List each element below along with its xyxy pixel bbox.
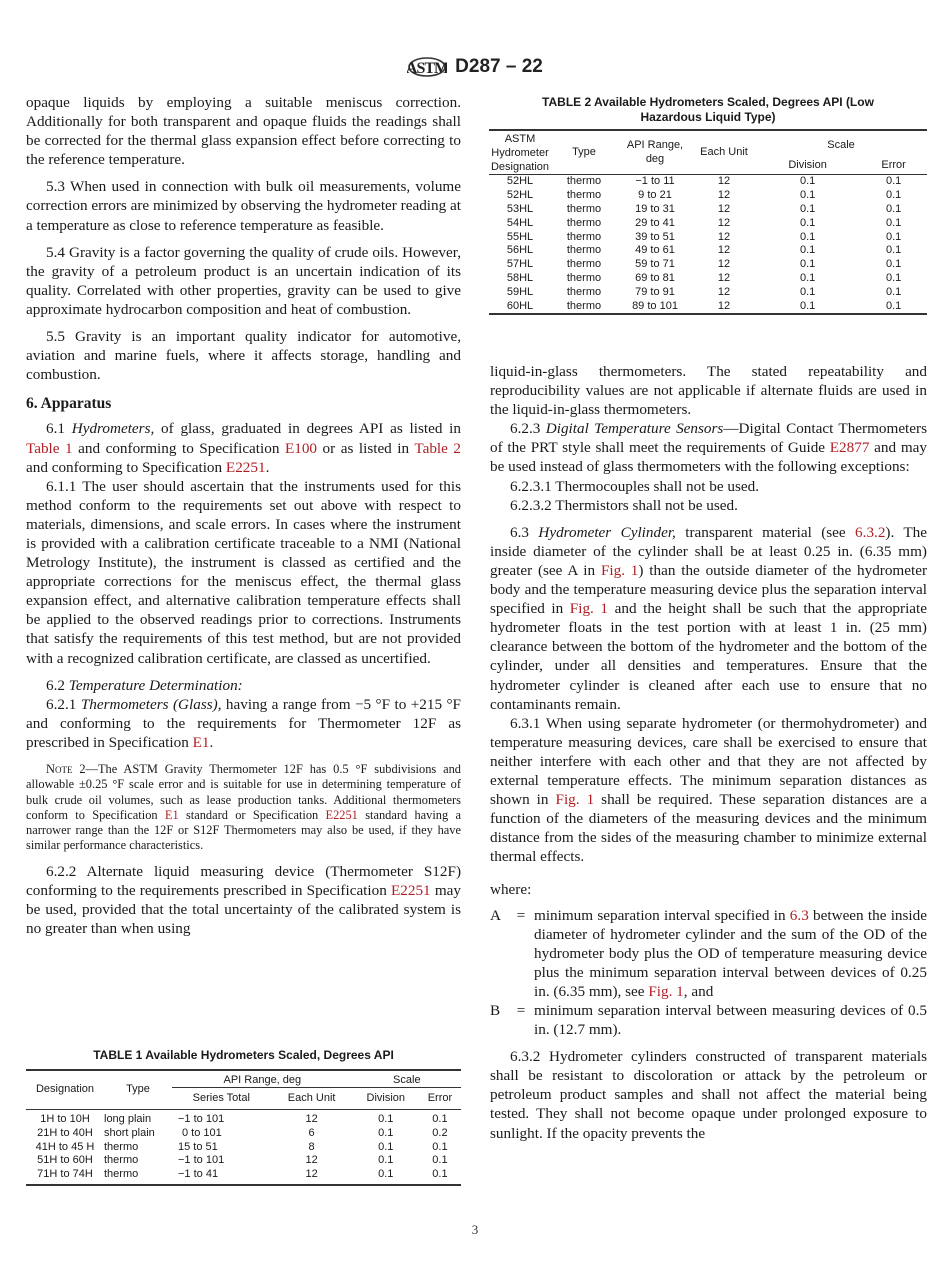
paragraph-5-3: 5.3 When used in connection with bulk oil measurements, volume correction errors are minimized by observing the hydrometer reading at a temperature as close to reference temperature as feasible. bbox=[26, 178, 461, 234]
definition-a: A = minimum separation interval specified in 6.3 between the inside diameter of hydrometer cylinder and the sum of the OD of the hydrometer body plus the OD of temperature measuring device plus the minimum separation interval between devices of 0.25 in. (6.35 mm), see Fig. 1, and bbox=[490, 906, 927, 1000]
paragraph-6-2-3-1: 6.2.3.1 Thermocouples shall not be used. bbox=[510, 477, 760, 495]
link-e2251[interactable]: E2251 bbox=[391, 881, 431, 899]
table-row: 41H to 45 H thermo 15 to 51 8 0.1 0.1 bbox=[35, 1140, 448, 1153]
col-designation: Designation bbox=[26, 1070, 104, 1110]
note-2: Note 2—The ASTM Gravity Thermometer 12F has 0.5 °F subdivisions and allowable ±0.25 °F scale error and is suitable for use in determining temperature of bulk crude oil volumes, such as lease production tanks. Additional thermometers conform to Specification E1 standard or Specification E2251 standard having a narrower range than the 12F or S12F Thermometers may also be used, if they have similar performance characteristics. bbox=[26, 762, 461, 853]
table-row: 1H to 10H long plain −1 to 101 12 0.1 0.1 bbox=[40, 1113, 448, 1126]
table-row: 58HL thermo 69 to 81 12 0.1 0.1 bbox=[506, 271, 902, 284]
col-error: Error bbox=[860, 154, 927, 175]
paragraph-6-1: 6.1 Hydrometers, of glass, graduated in degrees API as listed in Table 1 and conforming to Specification E100 or as listed in Table 2 and conforming to Specification E2251. bbox=[26, 420, 461, 476]
link-fig-1[interactable]: Fig. 1 bbox=[555, 791, 595, 809]
table-row: 21H to 40H short plain 0 to 101 6 0.1 0.2 bbox=[37, 1126, 448, 1139]
paragraph-6-2-2: 6.2.2 Alternate liquid measuring device (Thermometer S12F) conforming to the requirements prescribed in Specification E2251 may be used, provided that the total uncertainty of the calibrated system is no greater than when using bbox=[26, 862, 461, 938]
paragraph-6-3: 6.3 Hydrometer Cylinder, transparent material (see 6.3.2). The inside diameter of the cylinder shall be at least 0.25 in. (6.35 mm) greater (see A in Fig. 1) than the outside diameter of the hydrometer body and the temperature measuring device plus the separation interval specified in Fig. 1 and the height shall be such that the appropriate hydrometer floats in the test portion with at least 1 in. (25 mm) clearance between the bottom of the hydrometer and the bottom of the cylinder, under all densities and temperatures. Ensure that the hydrometer cylinder is cleaned after each use to ensure that no contaminants remain. bbox=[490, 523, 928, 713]
paragraph-5-4: 5.4 Gravity is a factor governing the quality of crude oils. However, the gravity of a petroleum product is an uncertain indication of its quality. Correlated with other properties, gravity can be used to give approximate hydrocarbon composition and heat of combustion. bbox=[26, 243, 461, 318]
astm-logo-icon bbox=[407, 52, 447, 82]
page-number: 3 bbox=[471, 1222, 479, 1237]
col-type: Type bbox=[551, 130, 617, 175]
table-row: 60HL thermo 89 to 101 12 0.1 0.1 bbox=[506, 299, 902, 312]
col-type: Type bbox=[104, 1070, 172, 1110]
link-e100[interactable]: E100 bbox=[284, 439, 318, 457]
page-header bbox=[0, 52, 950, 82]
link-e2251[interactable]: E2251 bbox=[325, 807, 358, 822]
definitions-list bbox=[490, 880, 927, 1039]
table-row: 52HL thermo −1 to 11 12 0.1 0.1 bbox=[506, 175, 902, 188]
paragraph-5-5: 5.5 Gravity is an important quality indicator for automotive, aviation and marine fuels, where it affects storage, handling and combustion. bbox=[26, 328, 461, 384]
table-row: 59HL thermo 79 to 91 12 0.1 0.1 bbox=[506, 285, 902, 298]
col-series-total: Series Total bbox=[172, 1088, 271, 1110]
section-heading-apparatus: 6. Apparatus bbox=[26, 395, 112, 413]
table-2-caption: TABLE 2 Available Hydrometers Scaled, Degrees API (Low Hazardous Liquid Type) bbox=[542, 95, 874, 124]
table-row: 51H to 60H thermo −1 to 101 12 0.1 0.1 bbox=[37, 1154, 448, 1167]
col-scale: Scale bbox=[353, 1070, 461, 1088]
col-division: Division bbox=[353, 1088, 419, 1110]
table-1-caption: TABLE 1 Available Hydrometers Scaled, Degrees API bbox=[93, 1048, 394, 1062]
table-row: 52HL thermo 9 to 21 12 0.1 0.1 bbox=[506, 189, 902, 202]
right-column bbox=[490, 362, 927, 1143]
col-api-range: API Range, deg bbox=[172, 1070, 353, 1088]
table-2 bbox=[489, 95, 927, 315]
col-scale: Scale bbox=[827, 138, 855, 151]
paragraph-6-3-2: 6.3.2 Hydrometer cylinders constructed of transparent materials shall be resistant to discoloration or attack by the petroleum or petroleum product samples and shall not affect the material being tested. They shall not become opaque under prolonged exposure to sunlight. If the opacity prevents the bbox=[490, 1048, 927, 1142]
table-row: 53HL thermo 19 to 31 12 0.1 0.1 bbox=[506, 202, 902, 215]
table-row: 56HL thermo 49 to 61 12 0.1 0.1 bbox=[506, 244, 902, 257]
definition-b: B = minimum separation interval between measuring devices of 0.5 in. (12.7 mm). bbox=[490, 1002, 927, 1039]
paragraph-6-2: 6.2 Temperature Determination: bbox=[46, 676, 243, 694]
table-row: 54HL thermo 29 to 41 12 0.1 0.1 bbox=[506, 216, 902, 229]
col-each-unit: Each Unit bbox=[693, 130, 755, 175]
link-fig-1[interactable]: Fig. 1 bbox=[600, 561, 639, 579]
table-1 bbox=[26, 1048, 461, 1186]
paragraph-6-1-1: 6.1.1 The user should ascertain that the instruments used for this method conform to the requirements set out above with respect to materials, dimensions, and scale errors. In cases where the instrument is provided with a calibration certificate traceable to a NMI (National Metrology Institute), the instrument is classed as certified and the appropriate corrections for the meniscus effect, the thermal glass expansion effect, and alternative calibration temperature effects shall be applied to the observed readings prior to corrections. Instruments that satisfy the requirements of this test method, but are not provided with a recognized calibration certificate, are classed as uncertified. bbox=[26, 477, 461, 667]
col-designation: ASTM Hydrometer Designation bbox=[489, 130, 551, 175]
link-e1[interactable]: E1 bbox=[164, 807, 179, 822]
left-column bbox=[26, 93, 461, 938]
link-fig-1[interactable]: Fig. 1 bbox=[569, 600, 609, 618]
link-table-1[interactable]: Table 1 bbox=[26, 439, 73, 457]
link-6-3[interactable]: 6.3 bbox=[789, 906, 809, 924]
where-label: where: bbox=[490, 881, 532, 899]
paragraph-6-2-1: 6.2.1 Thermometers (Glass), having a range from −5 °F to +215 °F and conforming to the requirements for Thermometer 12F as prescribed in Specification E1. bbox=[26, 695, 462, 751]
link-e1[interactable]: E1 bbox=[192, 733, 210, 751]
table-row: 57HL thermo 59 to 71 12 0.1 0.1 bbox=[506, 258, 902, 271]
link-e2251[interactable]: E2251 bbox=[225, 458, 266, 476]
paragraph-6-2-3-2: 6.2.3.2 Thermistors shall not be used. bbox=[510, 496, 738, 514]
paragraph-continued: opaque liquids by employing a suitable meniscus correction. Additionally for both transparent and opaque fluids the readings shall be corrected for the thermal glass expansion effect before correcting to the reference temperature. bbox=[26, 94, 461, 169]
paragraph-6-3-1: 6.3.1 When using separate hydrometer (or thermohydrometer) and temperature measuring devices, care shall be exercised to ensure that neither interfere with each other and that they are not affected by external temperature effects. The minimum separation distances as shown in Fig. 1 shall be required. These separation distances are a function of the diameters of the measuring devices and the minimum distance from the sides of the measuring chamber to minimize external thermal effects. bbox=[490, 714, 928, 866]
col-error: Error bbox=[419, 1088, 461, 1110]
table-row: 71H to 74H thermo −1 to 41 12 0.1 0.1 bbox=[37, 1168, 448, 1181]
link-6-3-2[interactable]: 6.3.2 bbox=[855, 523, 886, 541]
link-fig-1[interactable]: Fig. 1 bbox=[648, 982, 684, 1000]
paragraph-6-2-3: 6.2.3 Digital Temperature Sensors—Digital Contact Thermometers of the PRT style shall meet the requirements of Guide E2877 and may be used instead of glass thermometers with the following exceptions: bbox=[490, 420, 927, 476]
link-table-2[interactable]: Table 2 bbox=[414, 439, 461, 457]
col-api-range: API Range, deg bbox=[617, 130, 693, 175]
link-e2877[interactable]: E2877 bbox=[829, 439, 870, 457]
svg-text:ASTM: ASTM bbox=[407, 60, 448, 77]
paragraph-continued: liquid-in-glass thermometers. The stated repeatability and reproducibility values are not applicable if alternate fluids are used in the liquid-in-glass thermometers. bbox=[490, 363, 927, 419]
table-row: 55HL thermo 39 to 51 12 0.1 0.1 bbox=[506, 230, 902, 243]
col-each-unit: Each Unit bbox=[271, 1088, 353, 1110]
standard-designation: D287 – 22 bbox=[455, 56, 543, 77]
col-division: Division bbox=[755, 154, 860, 175]
